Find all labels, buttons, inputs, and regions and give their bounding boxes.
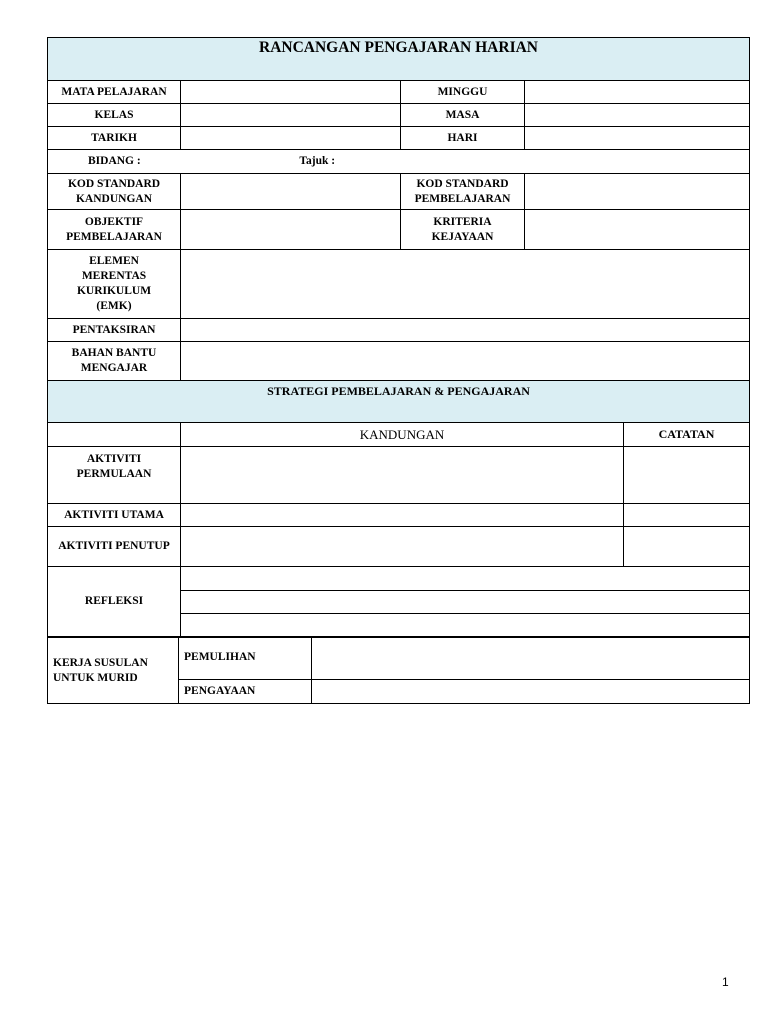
strategi-header: STRATEGI PEMBELAJARAN & PENGAJARAN bbox=[48, 381, 750, 423]
emk-label: ELEMEN MERENTAS KURIKULUM (EMK) bbox=[48, 250, 181, 319]
refleksi-line-1[interactable] bbox=[181, 567, 750, 591]
aktiviti-permulaan-label: AKTIVITI PERMULAAN bbox=[48, 447, 181, 504]
page-number: 1 bbox=[722, 975, 729, 989]
mata-pelajaran-field[interactable] bbox=[181, 81, 401, 104]
catatan-header: CATATAN bbox=[624, 423, 750, 447]
tarikh-field[interactable] bbox=[181, 127, 401, 150]
bidang-tajuk-row[interactable] bbox=[48, 150, 750, 174]
aktiviti-penutup-catatan[interactable] bbox=[624, 527, 750, 567]
kandungan-header: KANDUNGAN bbox=[181, 423, 624, 447]
rph-info-table bbox=[47, 37, 750, 381]
susulan-block bbox=[47, 637, 749, 704]
strategi-corner-cell bbox=[48, 423, 181, 447]
form-title: RANCANGAN PENGAJARAN HARIAN bbox=[48, 38, 750, 81]
tajuk-label: Tajuk : bbox=[299, 155, 336, 167]
strategi-block bbox=[47, 380, 749, 637]
pentaksiran-label: PENTAKSIRAN bbox=[48, 319, 181, 342]
objektif-pembelajaran-label: OBJEKTIF PEMBELAJARAN bbox=[48, 210, 181, 250]
hari-label: HARI bbox=[401, 127, 525, 150]
minggu-label: MINGGU bbox=[401, 81, 525, 104]
bidang-label: BIDANG : bbox=[88, 155, 141, 167]
kriteria-kejayaan-label: KRITERIA KEJAYAAN bbox=[401, 210, 525, 250]
kod-standard-pembelajaran-label: KOD STANDARD PEMBELAJARAN bbox=[401, 174, 525, 210]
pentaksiran-field[interactable] bbox=[181, 319, 750, 342]
masa-field[interactable] bbox=[525, 104, 750, 127]
refleksi-line-3[interactable] bbox=[181, 614, 750, 637]
pemulihan-field[interactable] bbox=[312, 638, 750, 680]
aktiviti-utama-kandungan[interactable] bbox=[181, 504, 624, 527]
mata-pelajaran-label: MATA PELAJARAN bbox=[48, 81, 181, 104]
kod-standard-kandungan-label: KOD STANDARD KANDUNGAN bbox=[48, 174, 181, 210]
bahan-bantu-label: BAHAN BANTU MENGAJAR bbox=[48, 342, 181, 381]
tarikh-label: TARIKH bbox=[48, 127, 181, 150]
emk-field[interactable] bbox=[181, 250, 750, 319]
aktiviti-permulaan-kandungan[interactable] bbox=[181, 447, 624, 504]
kriteria-kejayaan-field[interactable] bbox=[525, 210, 750, 250]
hari-field[interactable] bbox=[525, 127, 750, 150]
strategi-table bbox=[47, 380, 750, 637]
kod-standard-pembelajaran-field[interactable] bbox=[525, 174, 750, 210]
pemulihan-label: PEMULIHAN bbox=[179, 638, 312, 680]
kelas-label: KELAS bbox=[48, 104, 181, 127]
aktiviti-penutup-label: AKTIVITI PENUTUP bbox=[48, 527, 181, 567]
bahan-bantu-field[interactable] bbox=[181, 342, 750, 381]
minggu-field[interactable] bbox=[525, 81, 750, 104]
aktiviti-penutup-kandungan[interactable] bbox=[181, 527, 624, 567]
kerja-susulan-label: KERJA SUSULAN UNTUK MURID bbox=[48, 638, 179, 704]
aktiviti-utama-catatan[interactable] bbox=[624, 504, 750, 527]
aktiviti-permulaan-catatan[interactable] bbox=[624, 447, 750, 504]
aktiviti-utama-label: AKTIVITI UTAMA bbox=[48, 504, 181, 527]
refleksi-line-2[interactable] bbox=[181, 591, 750, 614]
objektif-pembelajaran-field[interactable] bbox=[181, 210, 401, 250]
pengayaan-label: PENGAYAAN bbox=[179, 680, 312, 704]
refleksi-label: REFLEKSI bbox=[48, 567, 181, 637]
pengayaan-field[interactable] bbox=[312, 680, 750, 704]
kod-standard-kandungan-field[interactable] bbox=[181, 174, 401, 210]
rph-info-block bbox=[47, 37, 749, 381]
masa-label: MASA bbox=[401, 104, 525, 127]
susulan-table bbox=[47, 637, 750, 704]
kelas-field[interactable] bbox=[181, 104, 401, 127]
